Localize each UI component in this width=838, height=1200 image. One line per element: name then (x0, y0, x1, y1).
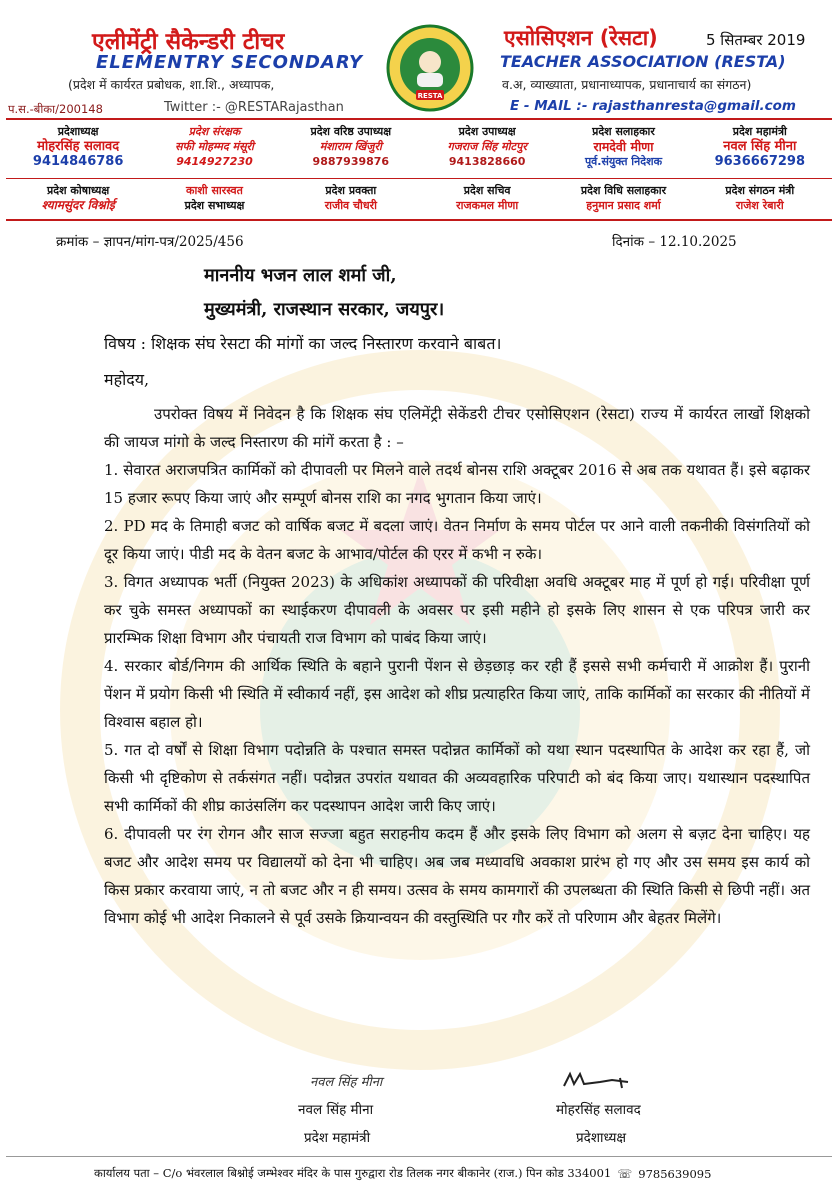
org-name-hindi-part2: एसोसिएशन (रेसटा) (504, 26, 658, 50)
twitter-handle: Twitter :- @RESTARajasthan (164, 100, 344, 115)
officer-cell (692, 124, 828, 169)
registration-number: प.स.-बीका/200148 (8, 102, 103, 116)
officer-title: प्रदेश महामंत्री (732, 125, 787, 138)
officer-name: रामदेवी मीणा (593, 139, 654, 154)
org-name-english-part2: TEACHER ASSOCIATION (RESTA) (500, 52, 786, 71)
officer-cell (10, 183, 146, 213)
founding-date: 5 सितम्बर 2019 (706, 31, 806, 49)
officer-phone: 9887939876 (312, 155, 390, 168)
letter-date: दिनांक – 12.10.2025 (612, 234, 737, 250)
officer-title: प्रदेश उपाध्यक्ष (458, 125, 516, 138)
officers-row-2 (10, 183, 828, 213)
officer-name: सफी मोहम्मद मंसूरी (175, 140, 254, 153)
addressee-name: माननीय भजन लाल शर्मा जी, (204, 265, 397, 286)
officer-phone: 9414846786 (32, 154, 124, 169)
officer-cell (555, 183, 691, 213)
office-address: कार्यालय पता – C/o भंवरलाल बिश्नोई जम्भेश्वर मंदिर के पास गुरुद्वारा रोड तिलक नगर बीकानेर (राज.) पिन कोड 334001 (94, 1166, 612, 1180)
footer-address-line (94, 1166, 711, 1181)
letter-subject: विषय : शिक्षक संघ रेसटा की मांगों का जल्द निस्तारण करवाने बाबत। (104, 334, 502, 353)
officer-cell (146, 183, 282, 213)
officer-name: राजकमल मीणा (456, 199, 519, 212)
officer-title: प्रदेश संरक्षक (188, 125, 241, 138)
officer-note: पूर्व.संयुक्त निदेशक (584, 155, 663, 168)
officers-row-1 (10, 124, 828, 169)
left-signatory-name: नवल सिंह मीना (298, 1102, 374, 1118)
officer-title: प्रदेश वरिष्ठ उपाध्यक्ष (310, 125, 392, 138)
officer-name: राजीव चौधरी (324, 199, 377, 212)
letter-body (104, 400, 810, 932)
officer-title: प्रदेश सलाहकार (592, 125, 655, 138)
officer-cell (555, 124, 691, 169)
office-phone: 9785639095 (638, 1166, 712, 1181)
officer-name: मंशाराम खिंजुरी (319, 140, 382, 153)
officer-cell (419, 124, 555, 169)
org-description-right: व.अ, व्याख्याता, प्रधानाध्यापक, प्रधानाचार्य का संगठन) (502, 77, 752, 92)
officer-title: प्रदेश विधि सलाहकार (580, 184, 667, 197)
header-divider-mid (6, 178, 832, 179)
letter-salutation: महोदय, (104, 370, 150, 389)
officer-name: काशी सारस्वत (186, 184, 243, 197)
header-divider-bottom (6, 219, 832, 221)
addressee-title: मुख्यमंत्री, राजस्थान सरकार, जयपुर। (204, 299, 445, 320)
demand-point-4: 4. सरकार बोर्ड/निगम की आर्थिक स्थिति के बहाने पुरानी पेंशन से छेड़छाड़ कर रही हैं इससे सभी कर्मचारी में आक्रोश हैं। पुरानी पेंशन में प्रयोग किसी भी स्थिति में स्वीकार्य नहीं, इस आदेश को शीघ्र प्रत्याहरित किया जाएं, ताकि कार्मिकों का सरकार की नीतियों में विश्वास बहाल हो। (104, 657, 810, 731)
officer-cell (10, 124, 146, 169)
reference-number: क्रमांक – ज्ञापन/मांग-पत्र/2025/456 (56, 234, 244, 250)
demand-point-1: 1. सेवारत अराजपत्रित कार्मिकों को दीपावली पर मिलने वाले तदर्थ बोनस राशि अक्टूबर 2016 से अब तक यथावत हैं। इसे बढ़ाकर 15 हजार रूपए किया जाएं और सम्पूर्ण बोनस राशि का नगद भुगतान किया जाएं। (104, 461, 810, 507)
association-logo (386, 24, 474, 112)
right-signature (560, 1068, 640, 1092)
left-signature: नवल सिंह मीना (310, 1075, 383, 1090)
officer-phone: 9413828660 (448, 155, 526, 168)
officer-title: प्रदेश संगठन मंत्री (725, 184, 795, 197)
demand-point-5: 5. गत दो वर्षों से शिक्षा विभाग पदोन्नति के पश्चात समस्त पदोन्नत कार्मिकों को यथा स्थान पदस्थापित के आदेश कर रहा हैं, जो किसी भी दृष्टिकोण से तर्कसंगत नहीं। पदोन्नत उपरांत यथावत की अव्यवहारिक परिपाटी को बंद किया जाए। यथास्थान पदस्थापित सभी कार्मिकों की शीघ्र काउंसलिंग कर पदस्थापन आदेश जारी किए जाएं। (104, 741, 810, 815)
officer-title: प्रदेश सभाध्यक्ष (184, 199, 245, 212)
officer-phone: 9414927230 (176, 155, 253, 168)
right-signatory-name: मोहरसिंह सलावद (556, 1102, 641, 1118)
officer-title: प्रदेशाध्यक्ष (57, 125, 99, 138)
officer-name: श्यामसुंदर विश्नोई (41, 198, 115, 212)
officer-title: प्रदेश प्रवक्ता (325, 184, 377, 197)
phone-icon: ☏ (617, 1166, 633, 1181)
officer-cell (419, 183, 555, 213)
officer-title: प्रदेश सचिव (463, 184, 511, 197)
email-address: E - MAIL :- rajasthanresta@gmail.com (510, 98, 796, 114)
officer-cell (283, 124, 419, 169)
officer-name: मोहरसिंह सलावद (37, 139, 120, 154)
left-signatory-designation: प्रदेश महामंत्री (304, 1130, 371, 1146)
officer-name: राजेश रेबारी (735, 199, 784, 212)
demand-point-3: 3. विगत अध्यापक भर्ती (नियुक्त 2023) के अधिकांश अध्यापकों की परिवीक्षा अवधि अक्टूबर माह में पूर्ण हो गई। परिवीक्षा पूर्ण कर चुके समस्त अध्यापकों का स्थाईकरण दीपावली के अवसर पर इसी महीने हो इसके लिए शासन से एक परिपत्र जारी कर प्रारम्भिक शिक्षा विभाग और पंचायती राज विभाग को पाबंद किया जाएं। (104, 573, 810, 647)
officer-name: नवल सिंह मीना (723, 139, 797, 154)
officer-cell (146, 124, 282, 169)
org-name-english-part1: ELEMENTRY SECONDARY (96, 52, 364, 73)
officer-phone: 9636667298 (714, 154, 806, 169)
header-divider-top (6, 118, 832, 120)
logo-resta-text: RESTA (417, 92, 443, 100)
officer-title: प्रदेश कोषाध्यक्ष (47, 184, 110, 197)
right-signatory-designation: प्रदेशाध्यक्ष (576, 1130, 627, 1146)
org-description-left: (प्रदेश में कार्यरत प्रबोधक, शा.शि., अध्यापक, (68, 77, 275, 92)
officer-cell (692, 183, 828, 213)
officer-cell (283, 183, 419, 213)
officer-name: हनुमान प्रसाद शर्मा (586, 199, 661, 212)
letter-intro: उपरोक्त विषय में निवेदन है कि शिक्षक संघ एलिमेंट्री सेकेंडरी टीचर एसोसिएशन (रेसटा) राज्य में कार्यरत लाखों शिक्षको की जायज मांगो के जल्द निस्तारण की मांगें करता है : – (104, 405, 810, 451)
footer-divider (6, 1156, 832, 1157)
org-name-hindi-part1: एलीमेंट्री सैकेन्डरी टीचर (92, 29, 285, 55)
demand-point-2: 2. PD मद के तिमाही बजट को वार्षिक बजट में बदला जाएं। वेतन निर्माण के समय पोर्टल पर आने वाली तकनीकी विसंगतियों को दूर किया जाएं। पीडी मद के वेतन बजट के आभाव/पोर्टल की एरर में कभी न रुके। (104, 517, 810, 563)
officer-name: गजराज सिंह मोटपुर (447, 140, 527, 153)
demand-point-6: 6. दीपावली पर रंग रोगन और साज सज्जा बहुत सराहनीय कदम हैं और इसके लिए विभाग को अलग से बज़ट देना चाहिए। यह बजट और आदेश समय पर विद्यालयों को देना भी चाहिए। अब जब मध्यावधि अवकाश प्रारंभ हो गए और उस समय इस कार्य को किस प्रकार करवाया जाएं, न तो बजट और न ही समय। उत्सव के समय कामगारों की उपलब्धता की स्थिति किसी से छिपी नहीं। अत विभाग कोई भी आदेश निकालने से पूर्व उसके क्रियान्वयन की वस्तुस्थिति पर गौर करें तो परिणाम और बेहतर मिलेंगे। (104, 825, 810, 927)
